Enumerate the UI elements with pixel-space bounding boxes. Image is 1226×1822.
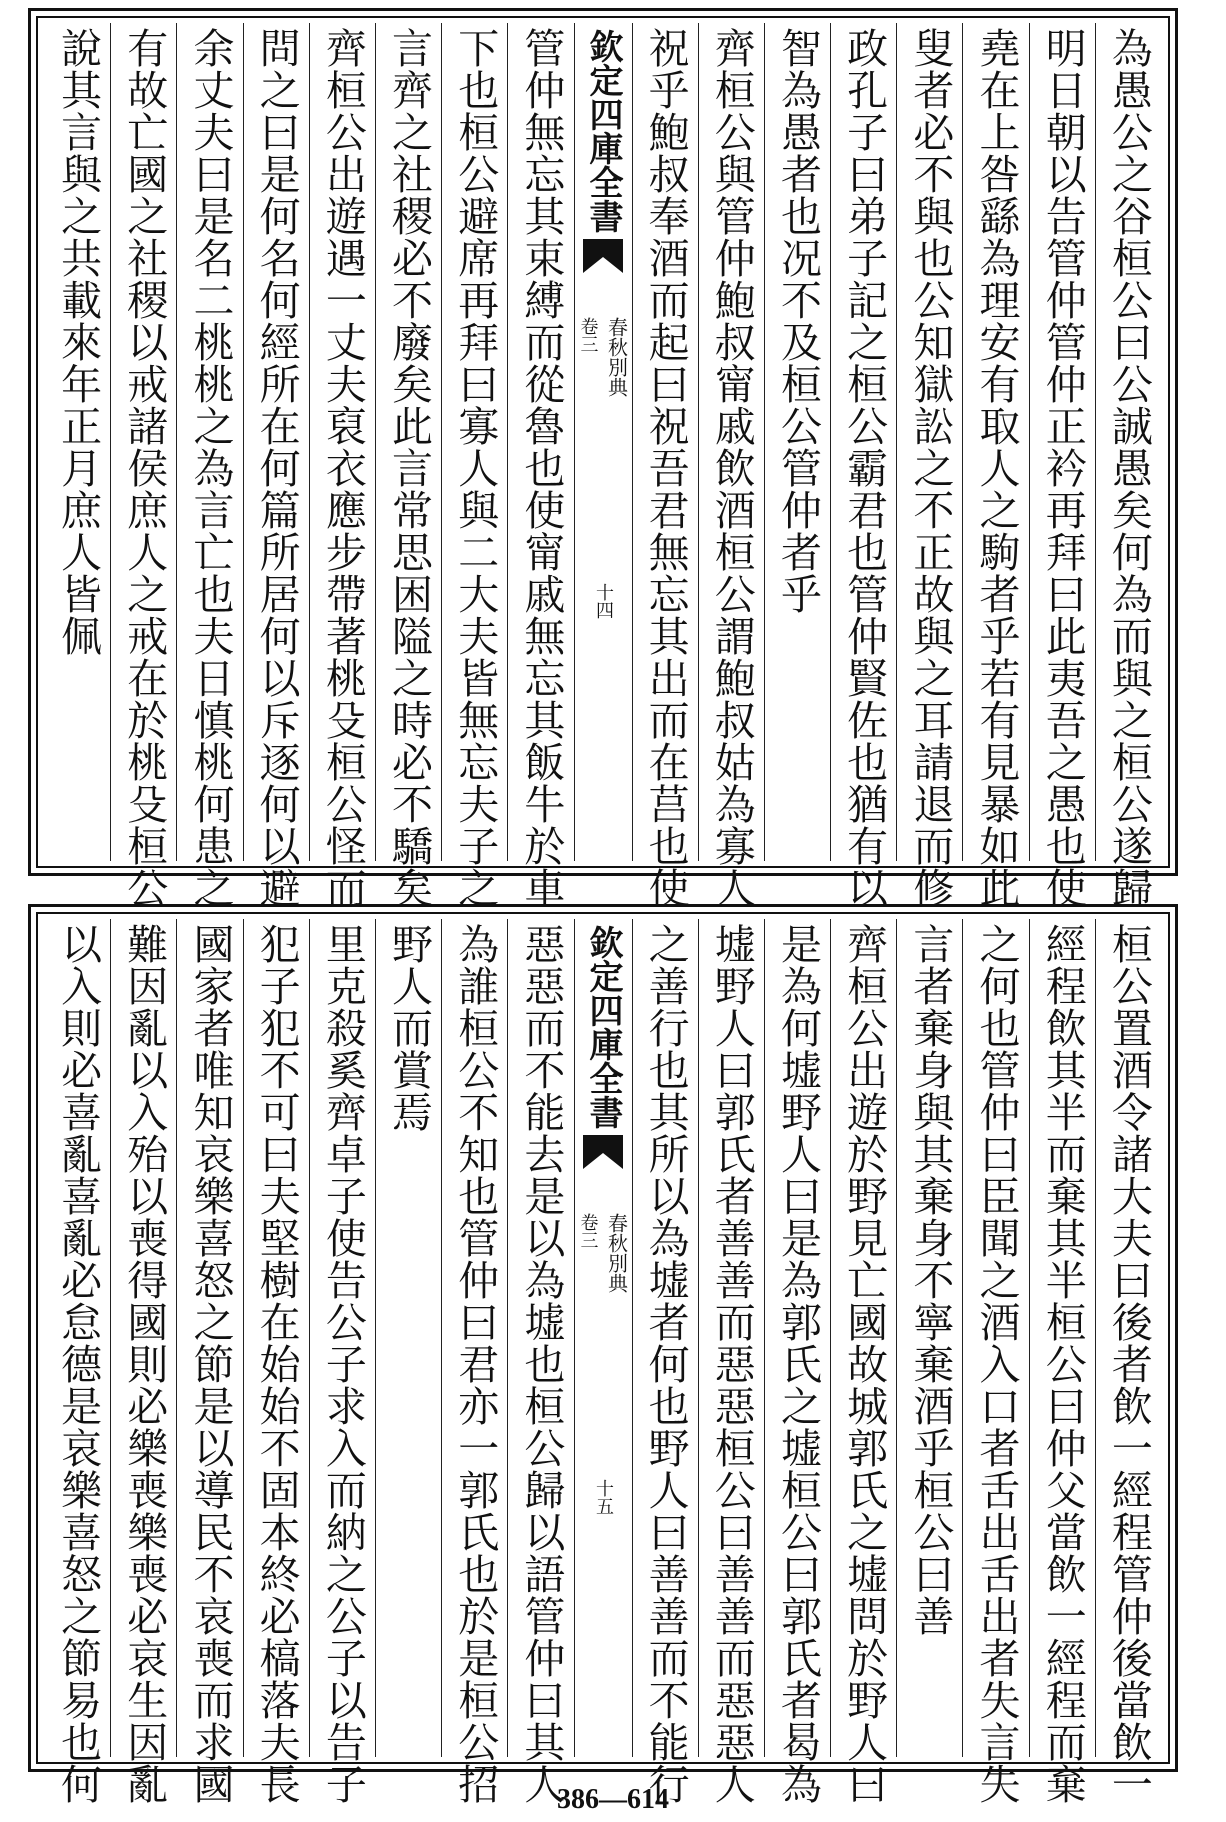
volume-label: 卷三 [577, 1213, 599, 1249]
text-column [632, 23, 698, 909]
column-text: 明日朝以告管仲管仲正衿再拜曰此夷吾之愚也使 [1038, 27, 1087, 909]
text-column [1029, 23, 1095, 909]
top-columns [45, 23, 1161, 909]
text-column [1095, 919, 1161, 1805]
column-text: 惡惡而不能去是以為墟也桓公歸以語管仲曰其人 [517, 923, 566, 1805]
column-text: 有故亡國之社稷以戒諸侯庶人之戒在於桃殳桓公 [120, 27, 169, 909]
column-text: 余丈夫曰是名二桃桃之為言亡也夫日慎桃何患之 [186, 27, 235, 909]
text-column [176, 23, 242, 909]
column-text: 齊桓公與管仲鮑叔甯戚飲酒桓公謂鮑叔姑為寡人 [707, 27, 756, 909]
book-title: 春秋別典 [604, 1213, 629, 1293]
column-text: 經程飲其半而棄其半桓公曰仲父當飲一經程而棄 [1038, 923, 1087, 1805]
column-text: 說其言與之共載來年正月庶人皆佩 [54, 27, 103, 657]
text-column [698, 23, 764, 909]
column-text: 里克殺奚齊卓子使告公子求入而納之公子以告子 [318, 923, 367, 1805]
text-column [632, 919, 698, 1805]
column-text: 為愚公之谷桓公曰公誠愚矣何為而與之桓公遂歸 [1104, 27, 1153, 909]
column-text: 政孔子曰弟子記之桓公霸君也管仲賢佐也猶有以 [840, 27, 889, 909]
column-text: 之何也管仲曰臣聞之酒入口者舌出舌出者失言失 [972, 923, 1021, 1805]
column-text: 下也桓公避席再拜曰寡人與二大夫皆無忘夫子之 [451, 27, 500, 909]
column-text: 齊桓公出遊於野見亡國故城郭氏之墟問於野人曰 [840, 923, 889, 1805]
column-text: 以入則必喜亂喜亂必怠德是哀樂喜怒之節易也何 [54, 923, 103, 1805]
text-column [243, 23, 309, 909]
book-info [575, 1213, 632, 1293]
fish-tail-mark-icon [583, 1135, 623, 1169]
column-text: 叟者必不與也公知獄訟之不正故與之耳請退而修 [906, 27, 955, 909]
column-text: 智為愚者也况不及桓公管仲者乎 [773, 27, 822, 615]
collection-title: 欽定四庫全書 [583, 29, 623, 233]
column-text: 堯在上咎繇為理安有取人之駒者乎若有見暴如此 [972, 27, 1021, 909]
column-text: 言者棄身與其棄身不寧棄酒乎桓公曰善 [906, 923, 955, 1637]
column-text: 言齊之社稷必不廢矣此言常思困隘之時必不驕矣 [385, 27, 434, 909]
page-number: 十四 [593, 583, 614, 619]
text-column [1095, 23, 1161, 909]
top-leaf [28, 8, 1178, 909]
text-column [45, 23, 110, 861]
fish-tail-mark-icon [583, 239, 623, 273]
text-column [764, 23, 830, 861]
column-text: 難因亂以入殆以喪得國則必樂喪樂喪必哀生因亂 [120, 923, 169, 1805]
volume-label: 卷三 [577, 317, 599, 353]
text-column [764, 919, 830, 1805]
book-title: 春秋別典 [604, 317, 629, 397]
column-text: 齊桓公出遊遇一丈夫裒衣應步帶著桃殳桓公怪而 [318, 27, 367, 909]
column-text: 管仲無忘其束縛而從魯也使甯戚無忘其飯牛於車 [517, 27, 566, 909]
text-column [45, 919, 110, 1805]
text-column [110, 919, 176, 1805]
text-column [309, 23, 375, 909]
text-column [441, 23, 507, 909]
text-column [896, 919, 962, 1757]
text-column [176, 919, 242, 1805]
text-column [243, 919, 309, 1805]
text-column [896, 23, 962, 909]
leaf-center-margin [574, 23, 632, 861]
text-column [375, 919, 441, 1757]
collection-title: 欽定四庫全書 [583, 925, 623, 1129]
text-column [830, 919, 896, 1805]
text-column [507, 23, 573, 909]
text-column [698, 919, 764, 1805]
text-column [110, 23, 176, 909]
text-column [441, 919, 507, 1805]
text-column [962, 23, 1028, 909]
column-text: 犯子犯不可曰夫堅樹在始始不固本終必槁落夫長 [252, 923, 301, 1805]
page-number: 十五 [593, 1479, 614, 1515]
column-text: 為誰桓公不知也管仲曰君亦一郭氏也於是桓公招 [451, 923, 500, 1805]
column-text: 墟野人曰郭氏者善善而惡惡桓公曰善善而惡惡人 [707, 923, 756, 1805]
column-text: 問之曰是何名何經所在何篇所居何以斥逐何以避 [252, 27, 301, 909]
column-text: 是為何墟野人曰是為郭氏之墟桓公曰郭氏者曷為 [773, 923, 822, 1805]
text-column [309, 919, 375, 1805]
text-column [1029, 919, 1095, 1805]
text-column [375, 23, 441, 909]
column-text: 之善行也其所以為墟者何也野人曰善善而不能行 [641, 923, 690, 1805]
text-column [507, 919, 573, 1805]
text-column [830, 23, 896, 909]
leaf-center-margin [574, 919, 632, 1757]
column-text: 桓公置酒令諸大夫曰後者飲一經程管仲後當飲一 [1104, 923, 1153, 1805]
column-text: 野人而賞焉 [385, 923, 434, 1133]
page-footer-number: 386—614 [557, 1784, 669, 1815]
column-text: 國家者唯知哀樂喜怒之節是以導民不哀喪而求國 [186, 923, 235, 1805]
text-column [962, 919, 1028, 1805]
column-text: 祝乎鮑叔奉酒而起曰祝吾君無忘其出而在莒也使 [641, 27, 690, 909]
book-info [575, 317, 632, 397]
